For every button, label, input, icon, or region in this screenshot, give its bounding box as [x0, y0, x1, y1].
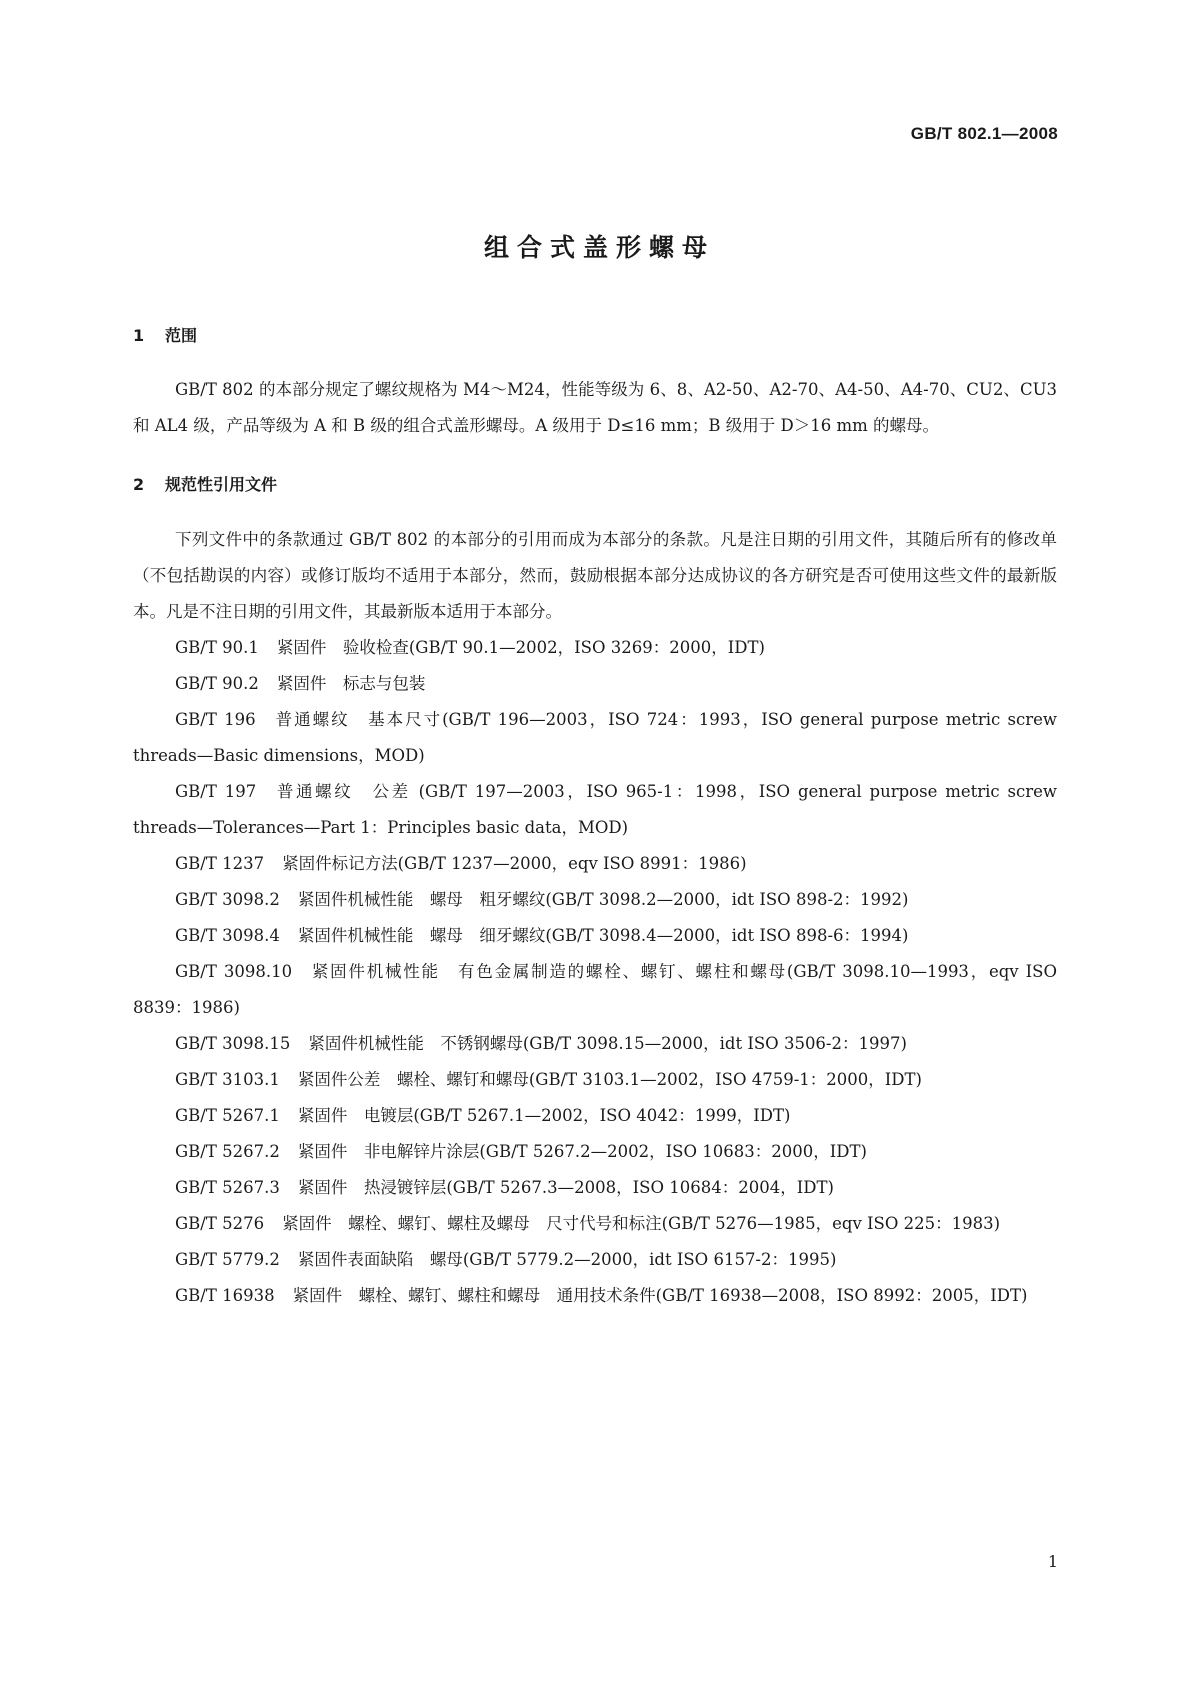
reference-item — [133, 666, 1057, 702]
reference-item — [133, 702, 1057, 774]
section-title: 范围 — [165, 326, 198, 345]
scope-paragraph: GB/T 802 的本部分规定了螺纹规格为 M4～M24，性能等级为 6、8、A2-50、A2-70、A4-50、A4-70、CU2、CU3 和 AL4 级，产品等级为 A 和 B 级的组合式盖形螺母。A 级用于 D≤16 mm；B 级用于 D＞16 mm 的螺母。 — [133, 380, 1057, 435]
reference-text: 紧固件机械性能 不锈钢螺母(GB/T 3098.15—2000，idt ISO 3506-2：1997) — [308, 1034, 907, 1053]
reference-text: 紧固件 螺栓、螺钉、螺柱和螺母 通用技术条件(GB/T 16938—2008，ISO 8992：2005，IDT) — [292, 1286, 1028, 1305]
reference-text: 紧固件机械性能 螺母 细牙螺纹(GB/T 3098.4—2000，idt ISO 898-6：1994) — [297, 926, 909, 945]
reference-text: 紧固件 验收检查(GB/T 90.1—2002，ISO 3269：2000，IDT) — [276, 638, 765, 657]
section-heading-scope — [133, 325, 1057, 347]
document-body — [133, 325, 1057, 1314]
reference-code: GB/T 90.2 — [175, 674, 259, 693]
reference-code: GB/T 5779.2 — [175, 1250, 280, 1269]
reference-item — [133, 1098, 1057, 1134]
reference-item — [133, 918, 1057, 954]
reference-list — [133, 630, 1057, 1314]
reference-text: 紧固件表面缺陷 螺母(GB/T 5779.2—2000，idt ISO 6157-2：1995) — [297, 1250, 837, 1269]
reference-text: 紧固件机械性能 有色金属制造的螺栓、螺钉、螺柱和螺母(GB/T 3098.10—1993，eqv ISO 8839：1986) — [133, 962, 1057, 1017]
reference-code: GB/T 3103.1 — [175, 1070, 280, 1089]
reference-code: GB/T 1237 — [175, 854, 265, 873]
standard-code: GB/T 802.1—2008 — [910, 124, 1058, 143]
section-number: 2 — [133, 475, 145, 494]
section-number: 1 — [133, 326, 145, 345]
reference-code: GB/T 196 — [175, 710, 256, 729]
reference-code: GB/T 5276 — [175, 1214, 265, 1233]
reference-code: GB/T 16938 — [175, 1286, 275, 1305]
reference-item — [133, 882, 1057, 918]
reference-code: GB/T 3098.4 — [175, 926, 280, 945]
reference-text: 普通螺纹 基本尺寸(GB/T 196—2003，ISO 724：1993，ISO general purpose metric screw threads—Basic dimensions，MOD) — [133, 710, 1057, 765]
reference-text: 紧固件 电镀层(GB/T 5267.1—2002，ISO 4042：1999，IDT) — [297, 1106, 791, 1125]
reference-text: 普通螺纹 公差 (GB/T 197—2003，ISO 965-1：1998，ISO general purpose metric screw threads—Tolerances—Part 1：Principles basic data，MOD) — [133, 782, 1058, 837]
reference-item — [133, 774, 1057, 846]
reference-item — [133, 1206, 1057, 1242]
reference-item — [133, 1278, 1057, 1314]
reference-text: 紧固件 非电解锌片涂层(GB/T 5267.2—2002，ISO 10683：2000，IDT) — [297, 1142, 867, 1161]
reference-code: GB/T 3098.15 — [175, 1034, 291, 1053]
reference-item — [133, 846, 1057, 882]
reference-text: 紧固件标记方法(GB/T 1237—2000，eqv ISO 8991：1986) — [282, 854, 747, 873]
reference-code: GB/T 5267.1 — [175, 1106, 280, 1125]
references-intro-paragraph: 下列文件中的条款通过 GB/T 802 的本部分的引用而成为本部分的条款。凡是注日期的引用文件，其随后所有的修改单（不包括勘误的内容）或修订版均不适用于本部分，然而，鼓励根据本部分达成协议的各方研究是否可使用这些文件的最新版本。凡是不注日期的引用文件，其最新版本适用于本部分。 — [133, 530, 1057, 621]
reference-code: GB/T 5267.2 — [175, 1142, 280, 1161]
reference-code: GB/T 3098.10 — [175, 962, 293, 981]
reference-item — [133, 630, 1057, 666]
reference-text: 紧固件 热浸镀锌层(GB/T 5267.3—2008，ISO 10684：2004，IDT) — [297, 1178, 834, 1197]
reference-item — [133, 1134, 1057, 1170]
reference-item — [133, 1026, 1057, 1062]
reference-item — [133, 1242, 1057, 1278]
document-title: 组合式盖形螺母 — [483, 233, 715, 262]
reference-text: 紧固件机械性能 螺母 粗牙螺纹(GB/T 3098.2—2000，idt ISO 898-2：1992) — [297, 890, 909, 909]
reference-text: 紧固件公差 螺栓、螺钉和螺母(GB/T 3103.1—2002，ISO 4759-1：2000，IDT) — [297, 1070, 922, 1089]
reference-code: GB/T 3098.2 — [175, 890, 280, 909]
reference-text: 紧固件 螺栓、螺钉、螺柱及螺母 尺寸代号和标注(GB/T 5276—1985，eqv ISO 225：1983) — [282, 1214, 1001, 1233]
reference-item — [133, 954, 1057, 1026]
reference-item — [133, 1170, 1057, 1206]
reference-code: GB/T 197 — [175, 782, 257, 801]
section-title: 规范性引用文件 — [165, 475, 278, 494]
reference-code: GB/T 90.1 — [175, 638, 259, 657]
reference-code: GB/T 5267.3 — [175, 1178, 280, 1197]
reference-text: 紧固件 标志与包装 — [276, 674, 426, 693]
section-heading-normative-references — [133, 474, 1057, 496]
reference-item — [133, 1062, 1057, 1098]
page-number: 1 — [1047, 1552, 1058, 1571]
